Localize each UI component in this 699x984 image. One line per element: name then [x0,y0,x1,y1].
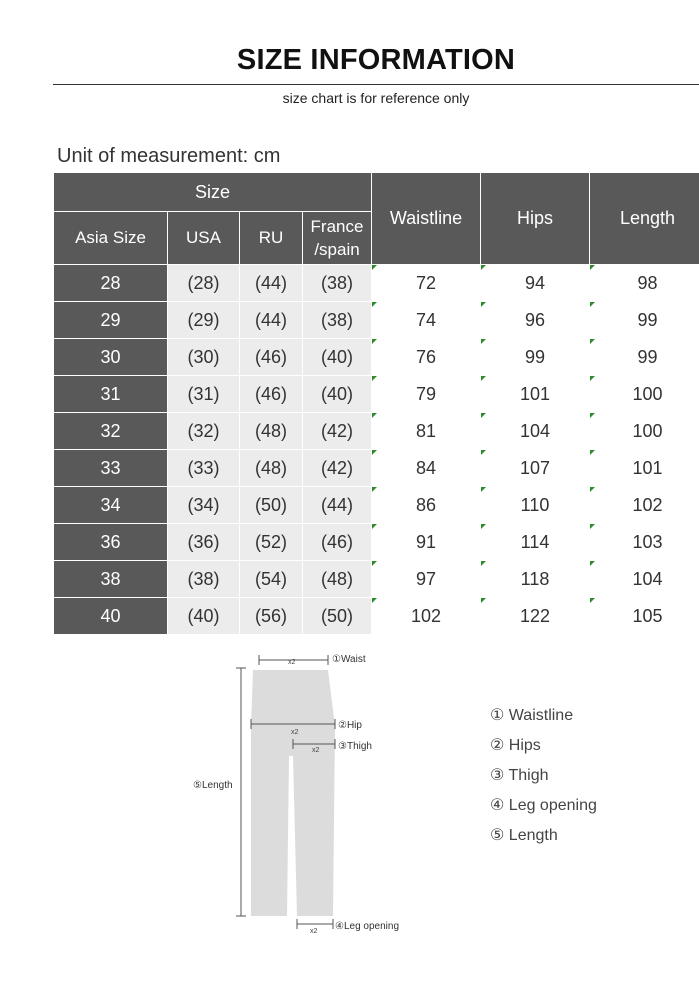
cell-waistline: 81 [372,413,481,450]
cell-asia-size: 32 [54,413,168,450]
cell-length: 104 [590,561,699,598]
cell-waistline: 74 [372,302,481,339]
cell-usa: (29) [168,302,240,339]
waist-label: ①Waist [332,654,366,665]
cell-hips: 114 [481,524,590,561]
size-chart-table [53,172,699,635]
table-row [54,598,699,635]
table-row [54,265,699,302]
cell-length: 102 [590,487,699,524]
cell-usa: (36) [168,524,240,561]
cell-length: 101 [590,450,699,487]
svg-text:x2: x2 [291,729,299,736]
cell-ru: (48) [240,413,303,450]
table-row [54,524,699,561]
table-row [54,302,699,339]
cell-usa: (31) [168,376,240,413]
legend-item-thigh: ③ Thigh [490,767,549,784]
cell-france-spain: (42) [303,450,372,487]
cell-usa: (32) [168,413,240,450]
legend-item-hips: ② Hips [490,737,541,754]
cell-length: 99 [590,302,699,339]
cell-waistline: 72 [372,265,481,302]
reference-note: size chart is for reference only [282,90,470,106]
table-row [54,339,699,376]
cell-france-spain: (40) [303,339,372,376]
cell-france-spain: (46) [303,524,372,561]
cell-ru: (44) [240,265,303,302]
cell-length: 99 [590,339,699,376]
cell-asia-size: 33 [54,450,168,487]
cell-ru: (52) [240,524,303,561]
column-header-asia-size: Asia Size [54,212,168,265]
legend-item-waistline: ① Waistline [490,707,574,724]
cell-ru: (50) [240,487,303,524]
cell-waistline: 86 [372,487,481,524]
cell-hips: 122 [481,598,590,635]
cell-france-spain: (48) [303,561,372,598]
legend-item-length: ⑤ Length [490,827,558,844]
legend-item-leg-opening: ④ Leg opening [490,797,597,814]
cell-length: 98 [590,265,699,302]
pants-diagram [185,640,425,940]
unit-label: Unit of measurement: cm [57,145,281,167]
cell-asia-size: 36 [54,524,168,561]
cell-hips: 104 [481,413,590,450]
table-row [54,450,699,487]
cell-hips: 101 [481,376,590,413]
cell-france-spain: (40) [303,376,372,413]
cell-asia-size: 29 [54,302,168,339]
cell-ru: (44) [240,302,303,339]
cell-waistline: 76 [372,339,481,376]
cell-ru: (48) [240,450,303,487]
cell-hips: 118 [481,561,590,598]
cell-france-spain: (38) [303,302,372,339]
cell-asia-size: 30 [54,339,168,376]
column-header-length: Length [590,173,699,265]
cell-usa: (33) [168,450,240,487]
cell-hips: 110 [481,487,590,524]
cell-ru: (46) [240,339,303,376]
leg-opening-label: ④Leg opening [335,921,400,932]
cell-ru: (54) [240,561,303,598]
table-row [54,376,699,413]
cell-asia-size: 28 [54,265,168,302]
page-title: SIZE INFORMATION [236,44,516,76]
column-header-hips: Hips [481,173,590,265]
cell-france-spain: (44) [303,487,372,524]
cell-length: 103 [590,524,699,561]
size-group-header: Size [54,173,372,212]
table-row [54,561,699,598]
svg-text:x2: x2 [312,747,320,754]
cell-waistline: 97 [372,561,481,598]
france-spain-header-text: France /spain [310,217,364,259]
cell-asia-size: 38 [54,561,168,598]
cell-length: 100 [590,376,699,413]
cell-usa: (38) [168,561,240,598]
cell-ru: (56) [240,598,303,635]
cell-asia-size: 31 [54,376,168,413]
svg-text:x2: x2 [310,928,318,935]
cell-waistline: 79 [372,376,481,413]
cell-usa: (30) [168,339,240,376]
cell-asia-size: 34 [54,487,168,524]
cell-usa: (28) [168,265,240,302]
cell-length: 100 [590,413,699,450]
length-label: ⑤Length [193,780,233,791]
measurement-legend [490,704,597,854]
column-header-ru: RU [240,212,303,265]
cell-france-spain: (50) [303,598,372,635]
thigh-label: ③Thigh [338,741,372,752]
cell-waistline: 91 [372,524,481,561]
table-row [54,413,699,450]
cell-usa: (34) [168,487,240,524]
cell-france-spain: (42) [303,413,372,450]
column-header-france-spain [303,212,372,265]
waist-x2: x2 [288,659,296,666]
cell-hips: 96 [481,302,590,339]
cell-waistline: 84 [372,450,481,487]
cell-hips: 107 [481,450,590,487]
cell-waistline: 102 [372,598,481,635]
cell-usa: (40) [168,598,240,635]
title-divider [53,84,699,85]
cell-france-spain: (38) [303,265,372,302]
cell-ru: (46) [240,376,303,413]
pants-silhouette [251,670,335,916]
cell-hips: 99 [481,339,590,376]
cell-length: 105 [590,598,699,635]
column-header-usa: USA [168,212,240,265]
cell-asia-size: 40 [54,598,168,635]
column-header-waistline: Waistline [372,173,481,265]
hip-label: ②Hip [338,720,362,731]
cell-hips: 94 [481,265,590,302]
table-row [54,487,699,524]
